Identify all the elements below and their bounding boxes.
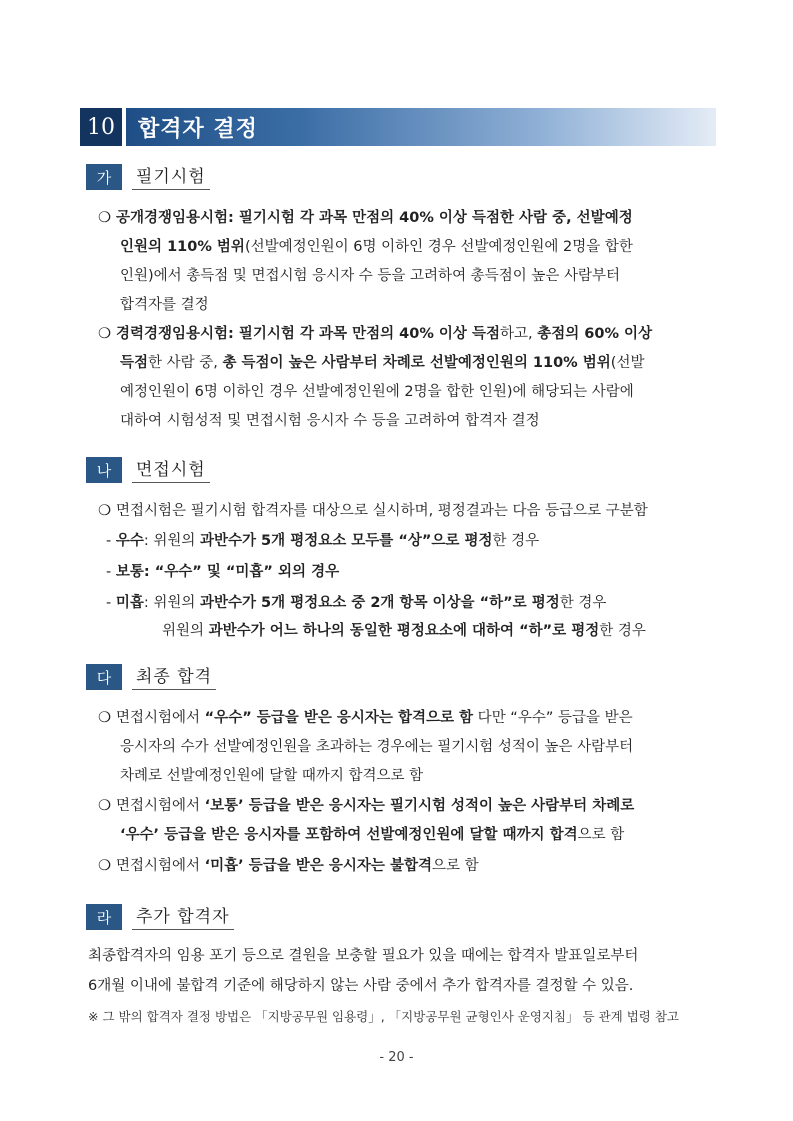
text-run: 한 경우 <box>492 533 540 549</box>
grade-excellent <box>106 531 539 551</box>
page-number: - 20 - <box>379 1050 414 1065</box>
subsection-badge: 나 <box>86 457 122 483</box>
final-excellent-item <box>98 708 633 728</box>
grade-normal <box>106 562 339 582</box>
text-run: 한 사람 중, <box>148 355 223 371</box>
text-run: 합격자를 결정 <box>120 297 209 313</box>
text-run: - <box>106 595 116 611</box>
text-run: (선발 <box>610 355 645 371</box>
text-run: 다만 “우수” 등급을 받은 <box>473 710 633 726</box>
written-career-item <box>98 324 652 344</box>
bullet-icon: ❍ <box>98 710 111 726</box>
bold-text: 미흡 <box>115 595 144 611</box>
section-number: 10 <box>80 108 122 146</box>
text-run: 하고, <box>500 326 538 342</box>
text-run: 예정인원이 6명 이하인 경우 선발예정인원에 2명을 합한 인원)에 해당되는 사람에 <box>120 384 634 400</box>
text-run: 위원의 <box>162 623 209 639</box>
text-run: 면접시험에서 <box>116 798 205 814</box>
bold-text: 공개경쟁임용시험: 필기시험 각 과목 만점의 40% 이상 득점한 사람 중, 선발예정 <box>116 210 633 226</box>
text-run: 차례로 선발예정인원에 달할 때까지 합격으로 함 <box>120 768 424 784</box>
text-run: 면접시험에서 <box>116 858 205 874</box>
section-title: 합격자 결정 <box>126 108 716 146</box>
bold-text: 과반수가 어느 하나의 동일한 평정요소에 대하여 “하”로 평정 <box>208 623 600 639</box>
text-run: 한 경우 <box>599 623 646 639</box>
text-run: : 위원의 <box>143 595 200 611</box>
final-poor-item <box>98 856 479 876</box>
text-line <box>120 382 634 402</box>
text-run: (선발예정인원이 6명 이하인 경우 선발예정인원에 2명을 합한 <box>244 239 633 255</box>
text-run: 응시자의 수가 선발예정인원을 초과하는 경우에는 필기시험 성적이 높은 사람부터 <box>120 739 634 755</box>
subsection-header-written <box>86 162 210 190</box>
bullet-icon: ❍ <box>98 503 111 519</box>
text-run: 인원)에서 총득점 및 면접시험 응시자 수 등을 고려하여 총득점이 높은 사람부터 <box>120 268 620 284</box>
additional-text: 6개월 이내에 불합격 기준에 해당하지 않는 사람 중에서 추가 합격자를 결정할 수 있음. <box>88 978 634 994</box>
grade-poor <box>106 593 606 613</box>
subsection-title: 최종 합격 <box>132 662 216 690</box>
subsection-badge: 가 <box>86 164 122 190</box>
text-line <box>120 825 624 845</box>
text-run: 으로 함 <box>431 858 479 874</box>
text-run: 면접시험에서 <box>116 710 205 726</box>
subsection-title: 필기시험 <box>132 162 210 190</box>
subsection-header-interview <box>86 455 210 483</box>
bold-text: 인원의 110% 범위 <box>120 239 245 255</box>
section-header <box>80 108 716 146</box>
bold-text: ‘우수’ 등급을 받은 응시자를 포함하여 선발예정인원에 달할 때까지 합격 <box>120 827 578 843</box>
bold-text: ‘미흡’ 등급을 받은 응시자는 불합격 <box>204 858 432 874</box>
text-line <box>120 737 633 757</box>
bullet-icon: ❍ <box>98 798 111 814</box>
bold-text: 경력경쟁임용시험: 필기시험 각 과목 만점의 40% 이상 득점 <box>116 326 500 342</box>
bold-text: 득점 <box>120 355 149 371</box>
bullet-icon: ❍ <box>98 210 111 226</box>
text-run: - <box>106 533 116 549</box>
bullet-icon: ❍ <box>98 326 111 342</box>
bold-text: 보통: “우수” 및 “미흡” 외의 경우 <box>115 564 340 580</box>
text-line <box>120 237 633 257</box>
text-line <box>120 266 620 286</box>
text-run: 으로 함 <box>577 827 625 843</box>
subsection-title: 추가 합격자 <box>132 902 234 930</box>
bold-text: 과반수가 5개 평정요소 중 2개 항목 이상을 “하”로 평정 <box>199 595 560 611</box>
text-line <box>120 295 209 315</box>
text-run: - <box>106 564 116 580</box>
text-line <box>120 353 644 373</box>
interview-item <box>98 501 648 521</box>
grade-poor-continued <box>162 621 646 641</box>
subsection-badge: 다 <box>86 664 122 690</box>
text-line <box>120 411 540 431</box>
final-normal-item <box>98 796 634 816</box>
subsection-badge: 라 <box>86 904 122 930</box>
bold-text: 총점의 60% 이상 <box>537 326 653 342</box>
text-run: 한 경우 <box>559 595 607 611</box>
reference-note: ※ 그 밖의 합격자 결정 방법은 「지방공무원 임용령」, 「지방공무원 균형인사 운영지침」 등 관계 법령 참고 <box>88 1009 680 1024</box>
subsection-header-final <box>86 662 216 690</box>
written-open-item <box>98 208 633 228</box>
bold-text: 우수 <box>115 533 144 549</box>
text-run: 면접시험은 필기시험 합격자를 대상으로 실시하며, 평정결과는 다음 등급으로 구분함 <box>116 503 648 519</box>
bold-text: ‘보통’ 등급을 받은 응시자는 필기시험 성적이 높은 사람부터 차례로 <box>204 798 635 814</box>
bold-text: “우수” 등급을 받은 응시자는 합격으로 함 <box>204 710 474 726</box>
text-line <box>120 766 423 786</box>
bullet-icon: ❍ <box>98 858 111 874</box>
bold-text: 과반수가 5개 평정요소 모두를 “상”으로 평정 <box>199 533 493 549</box>
text-run: 대하여 시험성적 및 면접시험 응시자 수 등을 고려하여 합격자 결정 <box>120 413 540 429</box>
additional-text: 최종합격자의 임용 포기 등으로 결원을 보충할 필요가 있을 때에는 합격자 발표일로부터 <box>88 948 639 964</box>
bold-text: 총 득점이 높은 사람부터 차례로 선발예정인원의 110% 범위 <box>222 355 611 371</box>
subsection-title: 면접시험 <box>132 455 210 483</box>
text-run: : 위원의 <box>143 533 200 549</box>
subsection-header-additional <box>86 902 234 930</box>
